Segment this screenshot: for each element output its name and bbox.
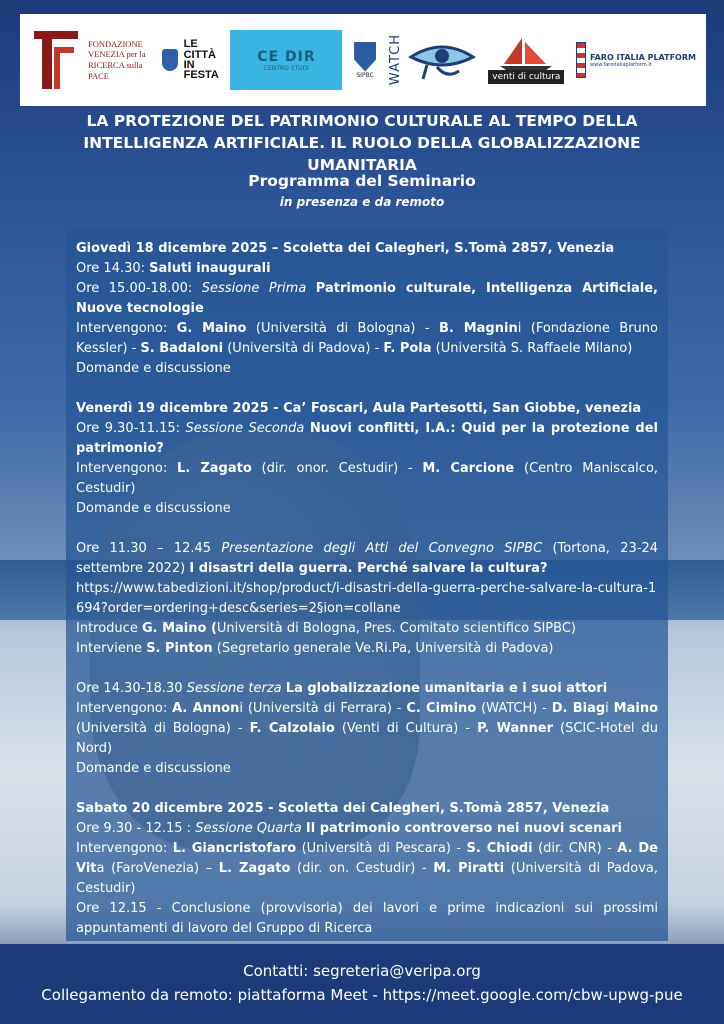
day1-opening: Ore 14.30: Saluti inaugurali <box>76 261 271 276</box>
book-link[interactable]: https://www.tabedizioni.it/shop/product/i-disastri-della-guerra-perche-salvare-la-cultura-1694?order=ordering+desc&series=2§ion=collane <box>76 581 657 616</box>
footer <box>0 944 724 1024</box>
day2-session-three: Ore 14.30-18.30 Sessione terza La globalizzazione umanitaria e i suoi attori <box>76 681 608 696</box>
day3-conclusion: Ore 12.15 - Conclusione (provvisoria) dei lavori e prime indicazioni sui prossimi appuntamenti di lavoro del Gruppo di Ricerca <box>76 901 658 936</box>
day1-heading: Giovedì 18 dicembre 2025 – Scoletta dei Calegheri, S.Tomà 2857, Venezia <box>76 241 615 256</box>
watch-text: WATCH <box>387 34 403 86</box>
day2-heading: Venerdì 19 dicembre 2025 - Ca’ Foscari, Aula Partesotti, San Giobbe, venezia <box>76 401 642 416</box>
logo-faro-italia <box>576 42 696 78</box>
faro-text: FARO ITALIA PLATFORM <box>590 52 696 62</box>
eye-of-horus-icon <box>407 39 477 81</box>
logo-band <box>20 14 706 106</box>
day2-speakers: Intervengono: L. Zagato (dir. onor. Cestudir) - M. Carcione (Centro Maniscalco, Cestudir) <box>76 461 659 496</box>
day2-speakers-three: Intervengono: A. Annoni (Università di Ferrara) - C. Cimino (WATCH) - D. Biagi Maino (Università di Bologna) - F. Calzolaio (Venti di Cultura) - P. Wanner (SCIC-Hotel du Nord) <box>76 701 659 756</box>
day2-discussion-two: Domande e discussione <box>76 761 231 776</box>
program-heading: Programma del Seminario <box>248 172 476 190</box>
logo-le-citta-in-festa <box>162 39 219 81</box>
sailboat-icon <box>500 36 552 70</box>
fondazione-logo-icon <box>30 25 82 95</box>
program-panel <box>66 229 668 941</box>
contacts-line[interactable]: Contatti: segreteria@veripa.org <box>243 962 481 980</box>
cestudir-text: CE DIR <box>257 48 316 65</box>
day3-session: Ore 9.30 - 12.15 : Sessione Quarta Il patrimonio controverso nei nuovi scenari <box>76 821 622 836</box>
venti-text: venti di cultura <box>488 70 564 84</box>
fondazione-text: FONDAZIONE VENEZIA per la RICERCA sulla PACE <box>88 38 146 81</box>
logo-sipbc <box>354 42 376 79</box>
day2-session: Ore 9.30-11.15: Sessione Seconda Nuovi conflitti, I.A.: Quid per la protezione del patrimonio? <box>76 421 659 456</box>
page-title: LA PROTEZIONE DEL PATRIMONIO CULTURALE AL TEMPO DELLA INTELLIGENZA ARTIFICIALE. IL RUOLO DELLA GLOBALIZZAZIONE UMANITARIA <box>83 112 641 174</box>
day3-heading: Sabato 20 dicembre 2025 - Scoletta dei Calegheri, S.Tomà 2857, Venezia <box>76 801 610 816</box>
logo-venti-di-cultura <box>488 36 564 84</box>
day3-speakers: Intervengono: L. Giancristofaro (Università di Pescara) - S. Chiodi (dir. CNR) - A. De Vita (FaroVenezia) – L. Zagato (dir. on. Cestudir) - M. Piratti (Università di Padova, Cestudir) <box>76 841 658 896</box>
day1-session: Ore 15.00-18.00: Sessione Prima Patrimonio culturale, Intelligenza Artificiale, Nuove tecnologie <box>76 281 658 316</box>
crest-icon <box>162 49 178 71</box>
program-subheading: in presenza e da remoto <box>279 195 445 209</box>
day2-intervention: Interviene S. Pinton (Segretario generale Ve.Ri.Pa, Università di Padova) <box>76 641 554 656</box>
day2-presentation: Ore 11.30 – 12.45 Presentazione degli Atti del Convegno SIPBC (Tortona, 23-24 settembre 2022) I disastri della guerra. Perché salvare la cultura? <box>76 541 658 576</box>
sipbc-text: SIPBC <box>356 71 374 79</box>
logo-cestudir <box>230 30 342 90</box>
day1-speakers: Intervengono: G. Maino (Università di Bologna) - B. Magnini (Fondazione Bruno Kessler) - S. Badaloni (Università di Padova) - F. Pola (Università S. Raffaele Milano) <box>76 321 658 356</box>
day2-discussion: Domande e discussione <box>76 501 231 516</box>
remote-link-line[interactable]: Collegamento da remoto: piattaforma Meet - https://meet.google.com/cbw-upwg-pue <box>41 986 683 1004</box>
day2-introduction: Introduce G. Maino (Università di Bologna, Pres. Comitato scientifico SIPBC) <box>76 621 576 636</box>
logo-watch <box>388 34 477 85</box>
shield-icon <box>354 42 376 72</box>
cestudir-subtext: CENTRO STUDI <box>263 64 310 72</box>
lighthouse-icon <box>576 42 586 78</box>
logo-fondazione-venezia <box>30 25 150 95</box>
le-citta-text: LE CITTÀ IN FESTA <box>183 38 219 82</box>
day1-discussion: Domande e discussione <box>76 361 231 376</box>
faro-subtext: www.faroitaliaplatform.it <box>590 61 652 68</box>
